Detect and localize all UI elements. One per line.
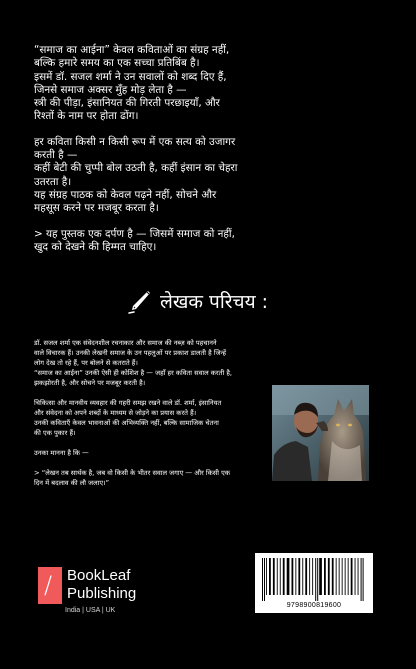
barcode-bar [328, 558, 330, 595]
barcode-bar [283, 558, 285, 595]
barcode-bar [358, 558, 359, 595]
barcode-bar [262, 558, 263, 601]
barcode-bar [363, 558, 364, 601]
blurb-paragraph-1 [34, 44, 394, 124]
publisher-name [67, 567, 136, 603]
barcode-bar [269, 558, 271, 595]
barcode-bar [319, 558, 322, 595]
blurb-paragraph-2 [34, 136, 394, 216]
barcode-bar [317, 558, 318, 601]
bio-line: झकझोरती है, और सोचने पर मजबूर करती है। [34, 379, 146, 387]
bio-quote [34, 468, 264, 488]
barcode-bar [361, 558, 362, 601]
isbn-barcode [255, 553, 373, 613]
bio-line: वाले विचारक हैं। उनकी लेखनी समाज के उन पहलुओं पर प्रकाश डालती है जिन्हें [34, 349, 227, 357]
bio-line: चिकित्सा और मानवीय व्यवहार की गहरी समझ रखने वाले डॉ. शर्मा, इंसानियत [34, 399, 222, 407]
barcode-bar [305, 558, 307, 595]
slash-logo-icon [38, 567, 62, 604]
blurb-line: कहीं बेटी की चुप्पी बोल उठती है, कहीं इंसान का चेहरा [34, 162, 238, 175]
barcode-bar [273, 558, 275, 595]
barcode-bar [348, 558, 349, 595]
blurb-line: यह संग्रह पाठक को केवल पढ़ने नहीं, सोचने और [34, 188, 217, 201]
barcode-bar [266, 558, 267, 595]
bio-paragraph-3 [34, 448, 264, 458]
barcode-bar [312, 558, 313, 595]
barcode-bar [351, 558, 353, 595]
blurb-line: बल्कि हमारे समय का एक सच्चा प्रतिबिंब है। [34, 57, 200, 70]
barcode-bar [277, 558, 278, 595]
barcode-bar [324, 558, 326, 595]
blurb-quote [34, 228, 394, 255]
bio-line: उनका मानना है कि — [34, 449, 89, 457]
bio-line: लोग देख तो रहे हैं, पर बोलने से कतराते हैं। [34, 359, 138, 367]
barcode-bar [298, 558, 300, 595]
blurb-line: “समाज का आईना” केवल कविताओं का संग्रह नहीं, [34, 44, 230, 56]
author-heading [126, 289, 268, 315]
publisher-regions: India | USA | UK [65, 607, 116, 614]
publisher-name-line-1: BookLeaf [67, 567, 131, 584]
bio-paragraph-2 [34, 398, 264, 438]
publisher-name-line-2: Publishing [67, 585, 137, 602]
blurb-line: रिश्तों के नाम पर होता ढोंग। [34, 110, 139, 123]
blurb-line: > यह पुस्तक एक दर्पण है — जिसमें समाज को नहीं, [34, 227, 235, 240]
publisher-logo [38, 567, 168, 627]
bio-line: उनकी कविताएँ केवल भावनाओं की अभिव्यक्ति नहीं, बल्कि सामाजिक चेतना [34, 419, 219, 427]
bio-paragraph-1 [34, 338, 264, 388]
barcode-bar [345, 558, 346, 595]
barcode-bar [342, 558, 343, 595]
barcode-bar [332, 558, 334, 595]
back-cover-blurb [34, 44, 394, 254]
blurb-line: करती है — [34, 149, 78, 162]
blurb-line: स्त्री की पीड़ा, इंसानियत की गिरती परछाइयाँ, और [34, 97, 220, 110]
bio-line: की एक पुकार हैं। [34, 429, 76, 437]
blurb-line: उतरता है। [34, 175, 72, 188]
isbn-number: 9798900819600 [286, 602, 342, 609]
bio-line: दिन में बदलाव की लौ जलाए।” [34, 479, 110, 487]
barcode-bar [287, 558, 290, 595]
barcode-bar [339, 558, 340, 595]
bio-line: “समाज का आईना” उनकी ऐसी ही कोशिश है — जहाँ हर कविता सवाल करती है, [34, 369, 233, 377]
blurb-line: जिनसे समाज अक्सर मुँह मोड़ लेता है — [34, 83, 187, 96]
barcode-bar [292, 558, 294, 595]
logo-glyph: / [44, 571, 53, 599]
barcode-bar [295, 558, 296, 595]
barcode-bar [302, 558, 303, 595]
barcode-bar [336, 558, 337, 595]
pen-icon [126, 289, 152, 315]
bio-line: और संवेदना को अपने शब्दों के माध्यम से जोड़ने का प्रयास करते हैं। [34, 409, 197, 417]
author-bio [34, 338, 264, 488]
barcode-bar [309, 558, 310, 595]
barcode-bar [315, 558, 316, 601]
barcode-bar [280, 558, 281, 595]
author-heading-title: लेखक परिचय : [160, 291, 269, 313]
barcode-bar [355, 558, 356, 595]
bio-line: > “लेखन तब सार्थक है, जब वो किसी के भीतर सवाल जगाए — और किसी एक [34, 469, 230, 477]
author-photo [272, 385, 369, 481]
bio-line: डॉ. सजल शर्मा एक संवेदनशील रचनाकार और समाज की नब्ज़ को पहचानने [34, 339, 217, 347]
blurb-line: महसूस करने पर मजबूर करता है। [34, 202, 159, 215]
barcode-bar [264, 558, 265, 601]
barcode-bars [261, 558, 367, 601]
blurb-line: खुद को देखने की हिम्मत चाहिए। [34, 240, 157, 253]
blurb-line: इसमें डॉ. सजल शर्मा ने उन सवालों को शब्द दिए हैं, [34, 70, 227, 83]
blurb-line: हर कविता किसी न किसी रूप में एक सत्य को उजागर [34, 135, 236, 148]
